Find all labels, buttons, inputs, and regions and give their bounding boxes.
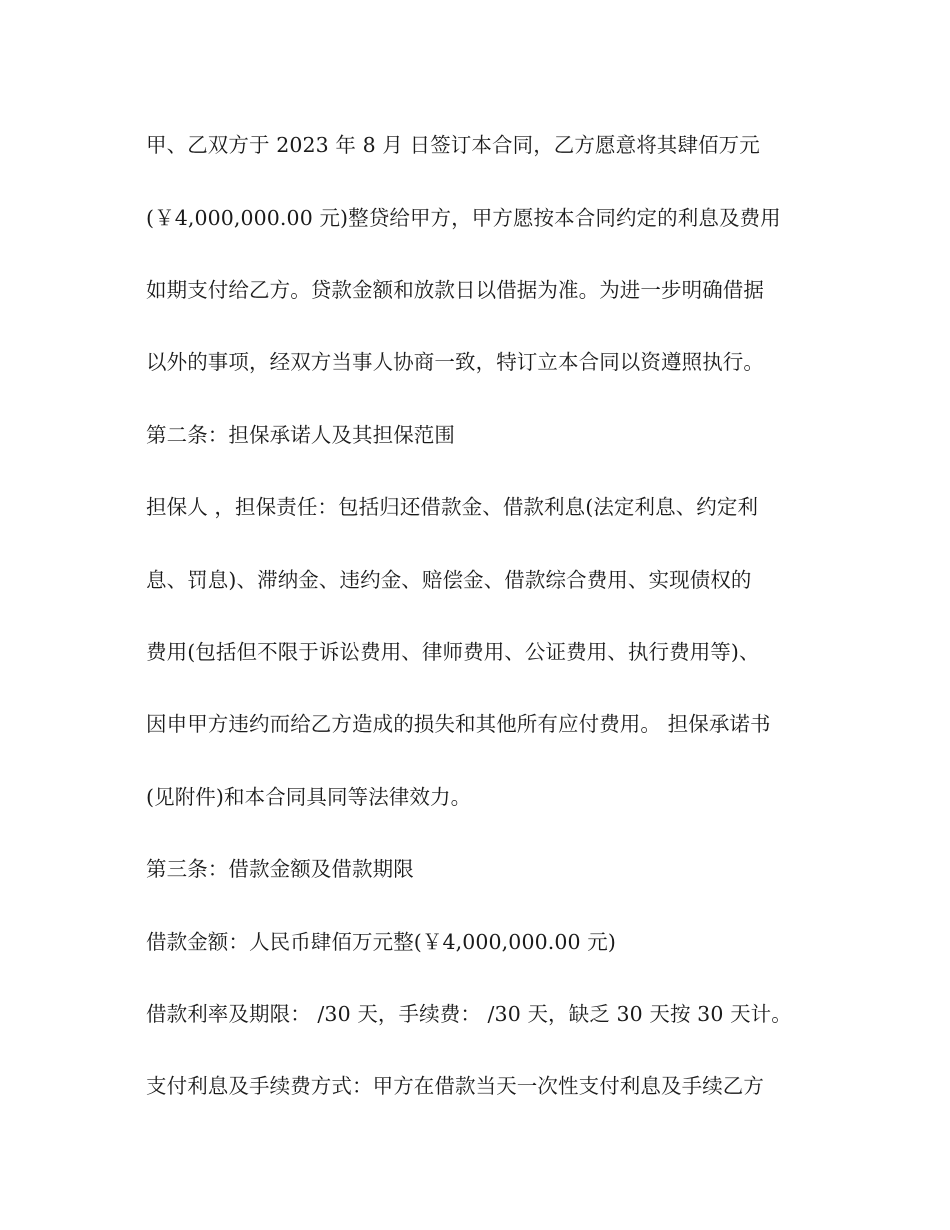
section-heading-article-2: 第二条：担保承诺人及其担保范围 (146, 423, 455, 447)
paragraph-line-8: 费用(包括但不限于诉讼费用、律师费用、公证费用、执行费用等)、 (146, 640, 760, 664)
paragraph-line-7: 息、罚息)、滞纳金、违约金、赔偿金、借款综合费用、实现债权的 (146, 568, 752, 592)
paragraph-line-1: 甲、乙双方于 2023 年 8 月 日签订本合同，乙方愿意将其肆佰万元 (146, 133, 760, 157)
section-heading-article-3: 第三条：借款金额及借款期限 (146, 857, 414, 881)
paragraph-line-2: (￥4,000,000.00 元)整贷给甲方，甲方愿按本合同约定的利息及费用 (146, 206, 781, 230)
paragraph-line-13: 借款利率及期限： /30 天，手续费： /30 天，缺乏 30 天按 30 天计。 (146, 1002, 792, 1026)
paragraph-line-10: (见附件)和本合同具同等法律效力。 (146, 785, 472, 809)
paragraph-line-4: 以外的事项，经双方当事人协商一致，特订立本合同以资遵照执行。 (146, 350, 764, 374)
paragraph-line-9: 因申甲方违约而给乙方造成的损失和其他所有应付费用。 担保承诺书 (146, 712, 771, 736)
paragraph-line-6: 担保人 ，担保责任：包括归还借款金、借款利息(法定利息、约定利 (146, 495, 759, 519)
paragraph-line-14: 支付利息及手续费方式：甲方在借款当天一次性支付利息及手续乙方 (146, 1074, 764, 1098)
paragraph-line-12: 借款金额：人民币肆佰万元整(￥4,000,000.00 元) (146, 930, 616, 954)
paragraph-line-3: 如期支付给乙方。贷款金额和放款日以借据为准。为进一步明确借据 (146, 278, 764, 302)
